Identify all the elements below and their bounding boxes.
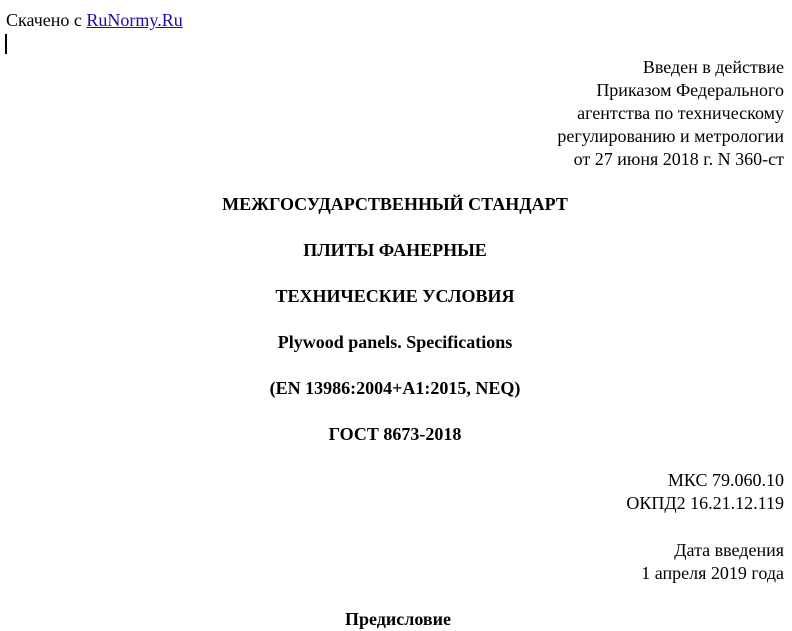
classification-codes	[626, 469, 784, 515]
runormy-link[interactable]: RuNormy.Ru	[86, 10, 183, 30]
standard-title: ПЛИТЫ ФАНЕРНЫЕ	[303, 240, 487, 260]
standard-number: ГОСТ 8673-2018	[328, 424, 462, 444]
decree-block	[557, 56, 784, 171]
mks-code: МКС 79.060.10	[667, 470, 784, 490]
standard-type-heading: МЕЖГОСУДАРСТВЕННЫЙ СТАНДАРТ	[222, 194, 568, 214]
introduction-date-label: Дата введения	[674, 540, 784, 560]
download-source-line	[6, 9, 183, 32]
decree-line: агентства по техническому	[577, 103, 784, 123]
download-source-prefix: Скачено с	[6, 10, 87, 30]
introduction-date-block	[641, 539, 784, 585]
standard-title-english: Plywood panels. Specifications	[277, 332, 513, 352]
standard-subtitle: ТЕХНИЧЕСКИЕ УСЛОВИЯ	[275, 286, 515, 306]
decree-line: Введен в действие	[642, 57, 784, 77]
foreword-heading: Предисловие	[345, 609, 451, 629]
okpd2-code: ОКПД2 16.21.12.119	[626, 493, 784, 513]
decree-line: регулированию и метрологии	[557, 126, 784, 146]
text-cursor	[5, 34, 7, 54]
decree-line: Приказом Федерального	[596, 80, 784, 100]
introduction-date-value: 1 апреля 2019 года	[641, 563, 784, 583]
decree-line: от 27 июня 2018 г. N 360-ст	[573, 149, 784, 169]
standard-reference: (EN 13986:2004+A1:2015, NEQ)	[269, 378, 521, 398]
